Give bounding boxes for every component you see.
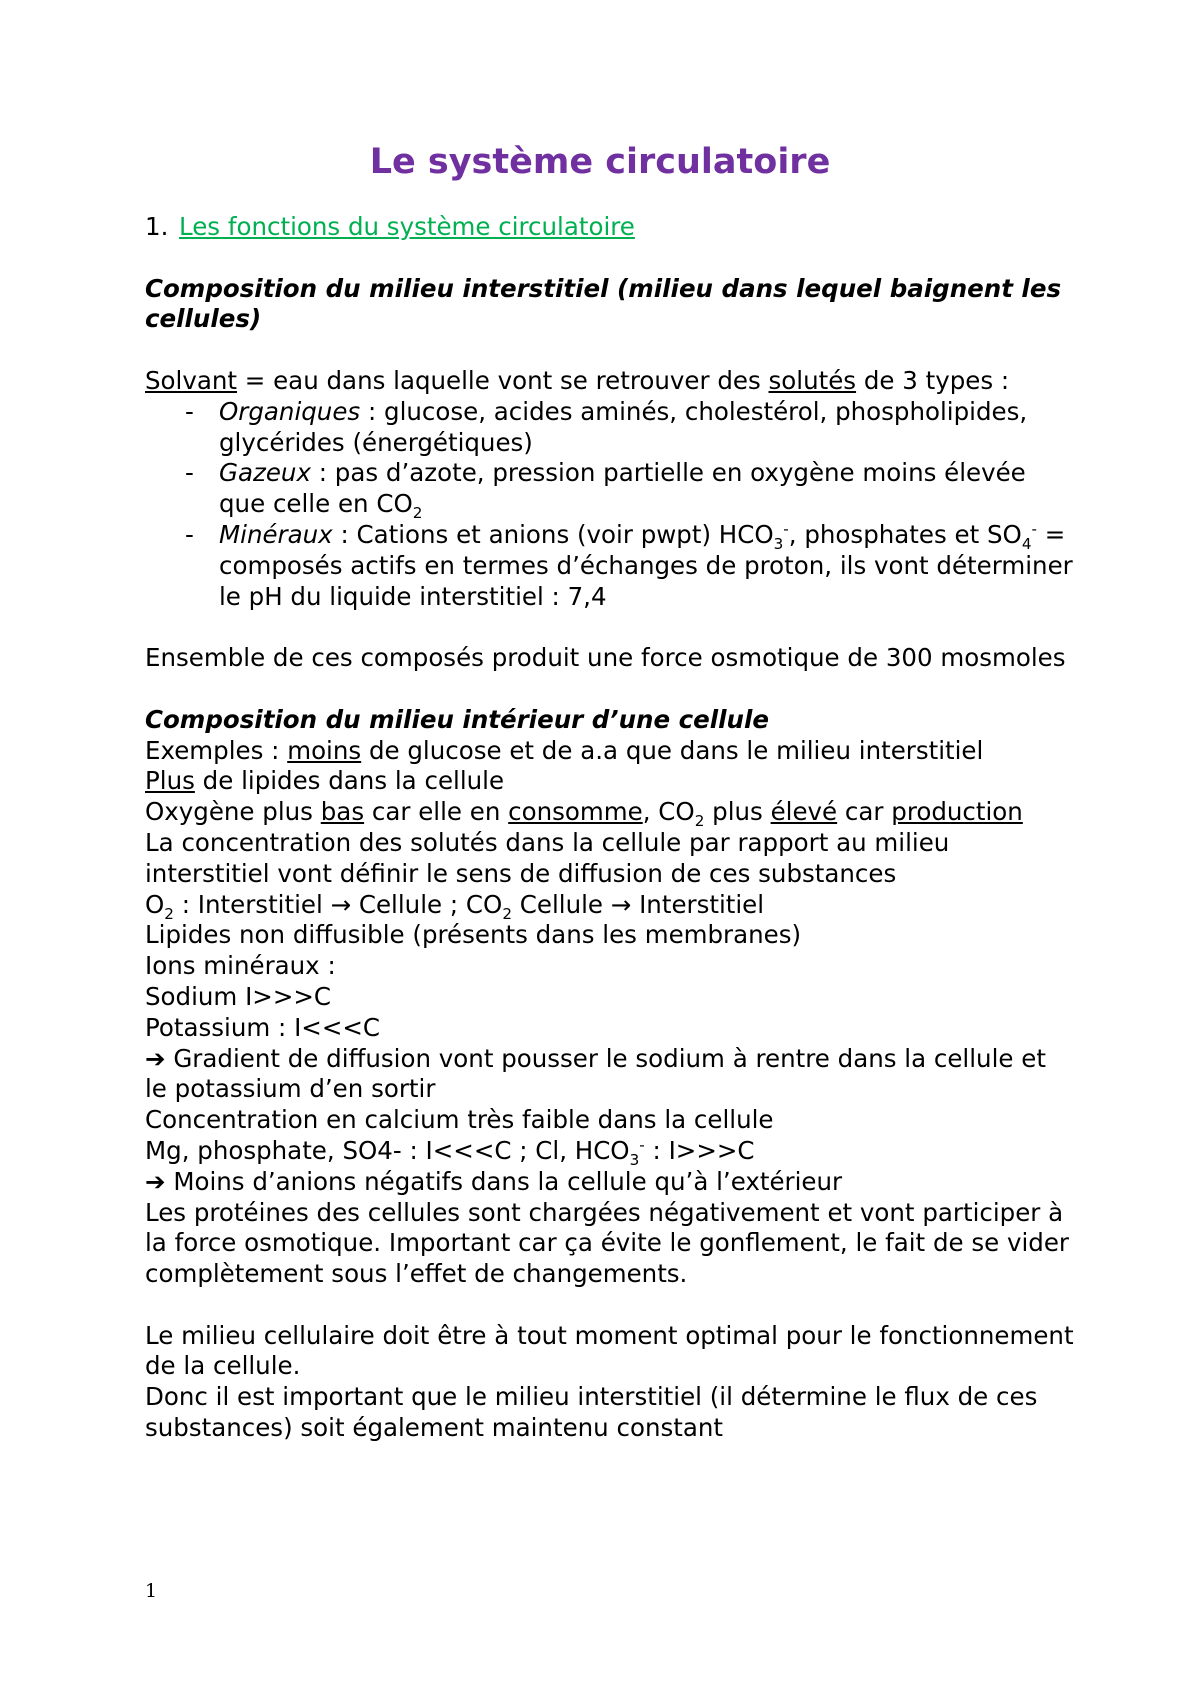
- solvant-text: = eau dans laquelle vont se retrouver des: [237, 365, 769, 395]
- page-number: 1: [145, 1580, 158, 1602]
- line-calcium: Concentration en calcium très faible dans la cellule: [145, 1105, 774, 1135]
- gazeux-term: Gazeux: [219, 458, 311, 488]
- subscript: 2: [502, 904, 512, 923]
- solvant-term: Solvant: [145, 365, 237, 395]
- ensemble-paragraph: Ensemble de ces composés produit une force osmotique de 300 mosmoles: [145, 643, 1066, 673]
- underlined-text: élevé: [770, 797, 838, 827]
- page-title: Le système circulatoire: [369, 142, 831, 182]
- subscript: 2: [694, 812, 705, 831]
- line-mg-phosphate: [145, 1136, 1075, 1167]
- subscript: 2: [412, 504, 423, 523]
- heading-interstitiel: Composition du milieu interstitiel (milieu dans lequel baignent les cellules): [145, 273, 1062, 334]
- mineraux-text-b: , phosphates et SO: [788, 519, 1022, 549]
- spacer: [145, 335, 1075, 366]
- text: , CO: [642, 797, 695, 827]
- list-item-organiques: [145, 397, 1075, 459]
- line-sodium: Sodium I>>>C: [145, 981, 331, 1011]
- line-oxygene: [145, 797, 1075, 831]
- line-lipides: Lipides non diffusible (présents dans les membranes): [145, 920, 802, 950]
- section-number: 1.: [145, 212, 169, 241]
- text: Oxygène plus: [145, 797, 321, 827]
- subscript: 3: [773, 534, 784, 553]
- organiques-term: Organiques: [219, 396, 361, 426]
- underlined-text: bas: [320, 797, 365, 827]
- mineraux-text-a: : Cations et anions (voir pwpt) HCO: [332, 519, 774, 549]
- line-concentration: La concentration des solutés dans la cellule par rapport au milieu interstitiel vont définir le sens de diffusion de ces substances: [145, 827, 950, 888]
- solute-types-list: [145, 397, 1075, 613]
- spacer: [145, 612, 1075, 643]
- line-exemples: [145, 736, 1075, 767]
- subscript: 3: [629, 1150, 640, 1169]
- organiques-text: : glucose, acides aminés, cholestérol, phospholipides, glycérides (énergétiques): [219, 396, 1028, 457]
- section-heading-1: [145, 212, 1075, 243]
- solvant-text-end: de 3 types :: [856, 365, 1010, 395]
- line-plus-lipides: [145, 766, 1075, 797]
- spacer: [145, 243, 1075, 274]
- list-item-gazeux: [145, 458, 1075, 523]
- text: plus: [704, 797, 771, 827]
- mineraux-term: Minéraux: [219, 519, 333, 549]
- list-item-mineraux: [145, 520, 1075, 612]
- superscript: -: [639, 1135, 645, 1154]
- text: de lipides dans la cellule: [194, 766, 505, 796]
- gazeux-text: : pas d’azote, pression partielle en oxygène moins élevée que celle en CO: [219, 458, 1026, 519]
- text: O: [145, 889, 165, 919]
- line-proteines: Les protéines des cellules sont chargées négativement et vont participer à la force osmotique. Important car ça évite le gonflement, le fait de se vider complètement sous l’effet de changements.: [145, 1197, 1069, 1289]
- text: : I>>>C: [644, 1135, 755, 1165]
- line-gradient: ➔ Gradient de diffusion vont pousser le sodium à rentre dans la cellule et le potassium d’en sortir: [145, 1043, 1046, 1104]
- text: Mg, phosphate, SO4- : I<<<C ; Cl, HCO: [145, 1135, 630, 1165]
- line-ions: Ions minéraux :: [145, 951, 336, 981]
- underlined-text: moins: [287, 735, 362, 765]
- text: Exemples :: [145, 735, 288, 765]
- underlined-text: Plus: [145, 766, 195, 796]
- heading-interieur: Composition du milieu intérieur d’une cellule: [145, 704, 770, 734]
- conclusion-paragraph-1: Le milieu cellulaire doit être à tout moment optimal pour le fonctionnement de la cellule.: [145, 1320, 1074, 1381]
- subscript: 2: [164, 904, 174, 923]
- mineraux-text-c: = composés actifs en termes d’échanges de proton, ils vont déterminer le pH du liquide interstitiel : 7,4: [219, 519, 1073, 611]
- conclusion-paragraph-2: Donc il est important que le milieu interstitiel (il détermine le flux de ces substances) soit également maintenu constant: [145, 1382, 1038, 1443]
- underlined-text: production: [891, 797, 1023, 827]
- line-potassium: Potassium : I<<<C: [145, 1012, 380, 1042]
- spacer: [145, 674, 1075, 705]
- document-body: [145, 212, 1075, 1444]
- text: : Interstitiel → Cellule ; CO: [173, 889, 503, 919]
- line-anions: ➔ Moins d’anions négatifs dans la cellule qu’à l’extérieur: [145, 1166, 843, 1196]
- subscript: 4: [1021, 534, 1032, 553]
- superscript: -: [783, 519, 789, 538]
- text: de glucose et de a.a que dans le milieu interstitiel: [361, 735, 984, 765]
- section-link[interactable]: Les fonctions du système circulatoire: [179, 212, 635, 241]
- line-diffusion-gaz: [145, 890, 1075, 921]
- underlined-text: consomme: [508, 797, 643, 827]
- spacer: [145, 1290, 1075, 1321]
- text: car elle en: [364, 797, 509, 827]
- solvant-paragraph: [145, 366, 1075, 397]
- solutes-term: solutés: [768, 365, 857, 395]
- text: Cellule → Interstitiel: [511, 889, 765, 919]
- text: car: [837, 797, 892, 827]
- superscript: -: [1031, 519, 1037, 538]
